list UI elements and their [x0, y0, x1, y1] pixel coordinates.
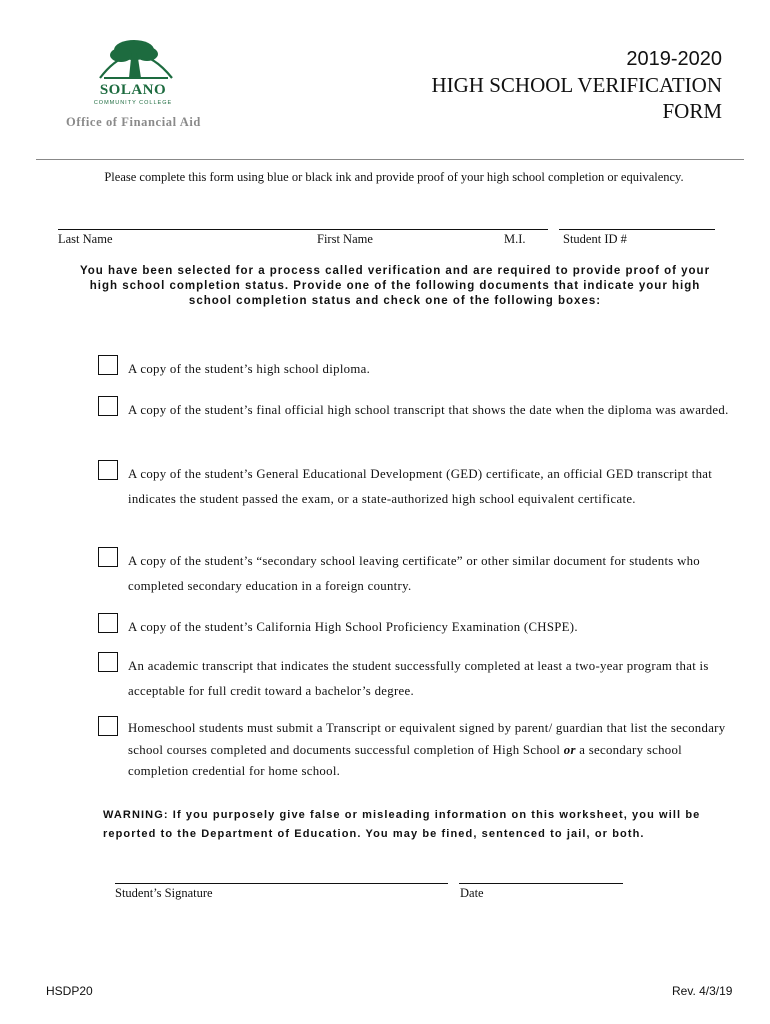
checkbox-academic-transcript[interactable]: [98, 652, 118, 672]
first-name-label: First Name: [317, 232, 373, 246]
logo-subtitle: COMMUNITY COLLEGE: [93, 100, 173, 106]
title-line-1: HIGH SCHOOL VERIFICATION: [431, 73, 722, 97]
option-emphasis: or: [563, 742, 576, 757]
warning-text: WARNING: If you purposely give false or misleading information on this worksheet, you will be reported to the Department of Education. You may be fined, sentenced to jail, or both.: [103, 809, 701, 840]
college-logo: [88, 34, 178, 110]
date-line[interactable]: [459, 883, 623, 884]
option-text-part: Homeschool students must submit a Transcript or equivalent signed by parent/ guardian that list the secondary school courses completed and documents successful completion of High School: [128, 721, 726, 757]
signature-line[interactable]: [115, 883, 448, 884]
title-line-2: FORM: [662, 99, 722, 123]
logo-name: SOLANO: [99, 82, 167, 98]
option-text: A copy of the student’s high school diploma.: [128, 362, 371, 376]
tree-logo-icon: [94, 34, 176, 80]
intro-text: Please complete this form using blue or black ink and provide proof of your high school completion or equivalency.: [104, 170, 684, 184]
form-code: HSDP20: [46, 984, 93, 998]
student-id-label: Student ID #: [563, 232, 627, 246]
title-year: 2019-2020: [626, 48, 722, 70]
signature-label: Student’s Signature: [115, 886, 213, 900]
instructions: You have been selected for a process called verification and are required to provide proof of your high school completion status. Provide one of the following documents that indicate your high school completion status and check one of the following boxes:: [79, 265, 711, 307]
office-label: Office of Financial Aid: [66, 115, 201, 129]
mi-label: M.I.: [504, 232, 526, 246]
checkbox-ged[interactable]: [98, 460, 118, 480]
option-text-part: a secondary school completion credential for home school.: [128, 742, 683, 778]
checkbox-homeschool[interactable]: [98, 716, 118, 736]
revision-date: Rev. 4/3/19: [672, 984, 733, 998]
option-text: A copy of the student’s General Educational Development (GED) certificate, an official GED transcript that indicates the student passed the exam, or a state-authorized high school equivalent certificate.: [128, 467, 713, 506]
checkbox-foreign-certificate[interactable]: [98, 547, 118, 567]
header-divider: [36, 159, 744, 160]
checkbox-chspe[interactable]: [98, 613, 118, 633]
option-text: A copy of the student’s final official high school transcript that shows the date when the diploma was awarded.: [128, 403, 729, 417]
option-text: A copy of the student’s California High School Proficiency Examination (CHSPE).: [128, 620, 578, 634]
option-text: An academic transcript that indicates the student successfully completed at least a two-year program that is acceptable for full credit toward a bachelor’s degree.: [128, 659, 709, 698]
option-text: [128, 718, 746, 783]
date-label: Date: [460, 886, 484, 900]
checkbox-diploma[interactable]: [98, 355, 118, 375]
student-id-entry-line[interactable]: [559, 229, 715, 230]
form-title: [431, 46, 722, 124]
option-text: A copy of the student’s “secondary school leaving certificate” or other similar document for students who completed secondary education in a foreign country.: [128, 554, 701, 593]
name-entry-line[interactable]: [58, 229, 548, 230]
checkbox-transcript[interactable]: [98, 396, 118, 416]
last-name-label: Last Name: [58, 232, 113, 246]
